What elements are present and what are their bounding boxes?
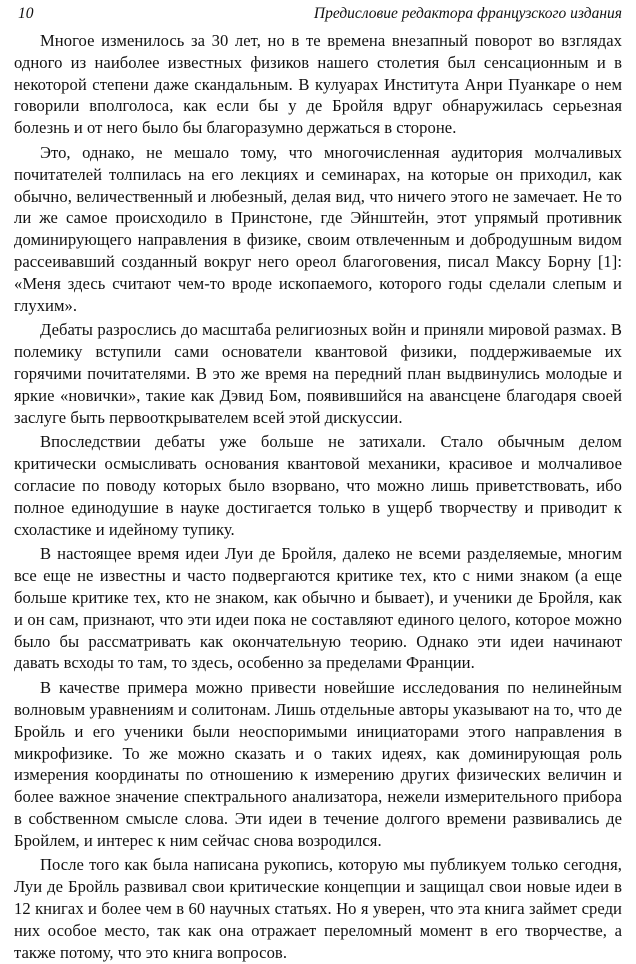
running-header bbox=[14, 0, 622, 28]
paragraph-1: Многое изменилось за 30 лет, но в те времена внезапный поворот во взглядах одного из наиболее известных физиков нашего столетия был сенсационным и в некоторой степени даже скандальным. В кулуарах Института Анри Пуанкаре о нем говорили вполголоса, как если бы у де Бройля вдруг обнаружилась серьезная болезнь и от него было бы благоразумно держаться в стороне. bbox=[14, 31, 622, 138]
paragraph-4: Впоследствии дебаты уже больше не затихали. Стало обычным делом критически осмысливать основания квантовой механики, красивое и молчаливое согласие по поводу которых было взорвано, что можно лишь приветствовать, ибо полное единодушие в науке достигается только в ущерб творчеству и приводит к схоластике и идейному тупику. bbox=[14, 432, 622, 539]
paragraph-7: После того как была написана рукопись, которую мы публикуем только сегодня, Луи де Бройль развивал свои критические концепции и защищал свои новые идеи в 12 книгах и более чем в 60 научных статьях. Но я уверен, что эта книга займет среди них особое место, так как она отражает переломный момент в его творчестве, а также потому, что это книга вопросов. bbox=[14, 855, 622, 962]
paragraph-6: В качестве примера можно привести новейшие исследования по нелинейным волновым уравнениям и солитонам. Лишь отдельные авторы указывают на то, что де Бройль и его ученики были неоспоримыми инициаторами этого направления в микрофизике. То же можно сказать и о таких идеях, как доминирующая роль измерения координаты по отношению к измерению других физических величин и более важное значение спектрального анализатора, нежели измерительного прибора в собственном смысле слова. Эти идеи в течение долгого времени развивались де Бройлем, и интерес к ним сейчас снова возродился. bbox=[14, 678, 622, 850]
running-title: Предисловие редактора французского издания bbox=[313, 5, 622, 22]
paragraph-3: Дебаты разрослись до масштаба религиозных войн и приняли мировой размах. В полемику вступили сами основатели квантовой физики, поддерживаемые их горячими почитателями. В это же время на передний план выдвинулись молодые и яркие «новички», такие как Дэвид Бом, появившийся на авансцене благодаря своей заслуге быть первооткрывателем всей этой дискуссии. bbox=[14, 320, 622, 427]
paragraph-2: Это, однако, не мешало тому, что многочисленная аудитория молчаливых почитателей толпилась на его лекциях и семинарах, на которые он приходил, как обычно, величественный и любезный, делая вид, что ничего этого не замечает. Не то ли же самое происходило в Принстоне, где Эйнштейн, этот упрямый противник доминирующего направления в физике, своим отвлеченным и добродушным видом рассеивавший созданный вокруг него ореол благоговения, писал Максу Борну [1]: «Меня здесь считают чем-то вроде ископаемого, которого годы сделали слепым и глухим». bbox=[14, 142, 622, 315]
page-number: 10 bbox=[18, 5, 34, 22]
paragraph-5: В настоящее время идеи Луи де Бройля, далеко не всеми разделяемые, многим все еще не известны и часто подвергаются критике тех, кто с ними знаком (а еще больше критике тех, кто не знаком, как обычно и бывает), и ученики де Бройля, как и он сам, признают, что эти идеи пока не составляют единого целого, которое можно было бы рассматривать как окончательную теорию. Однако эти идеи начинают давать всходы то там, то здесь, особенно за пределами Франции. bbox=[14, 544, 622, 673]
body-text bbox=[14, 30, 622, 963]
